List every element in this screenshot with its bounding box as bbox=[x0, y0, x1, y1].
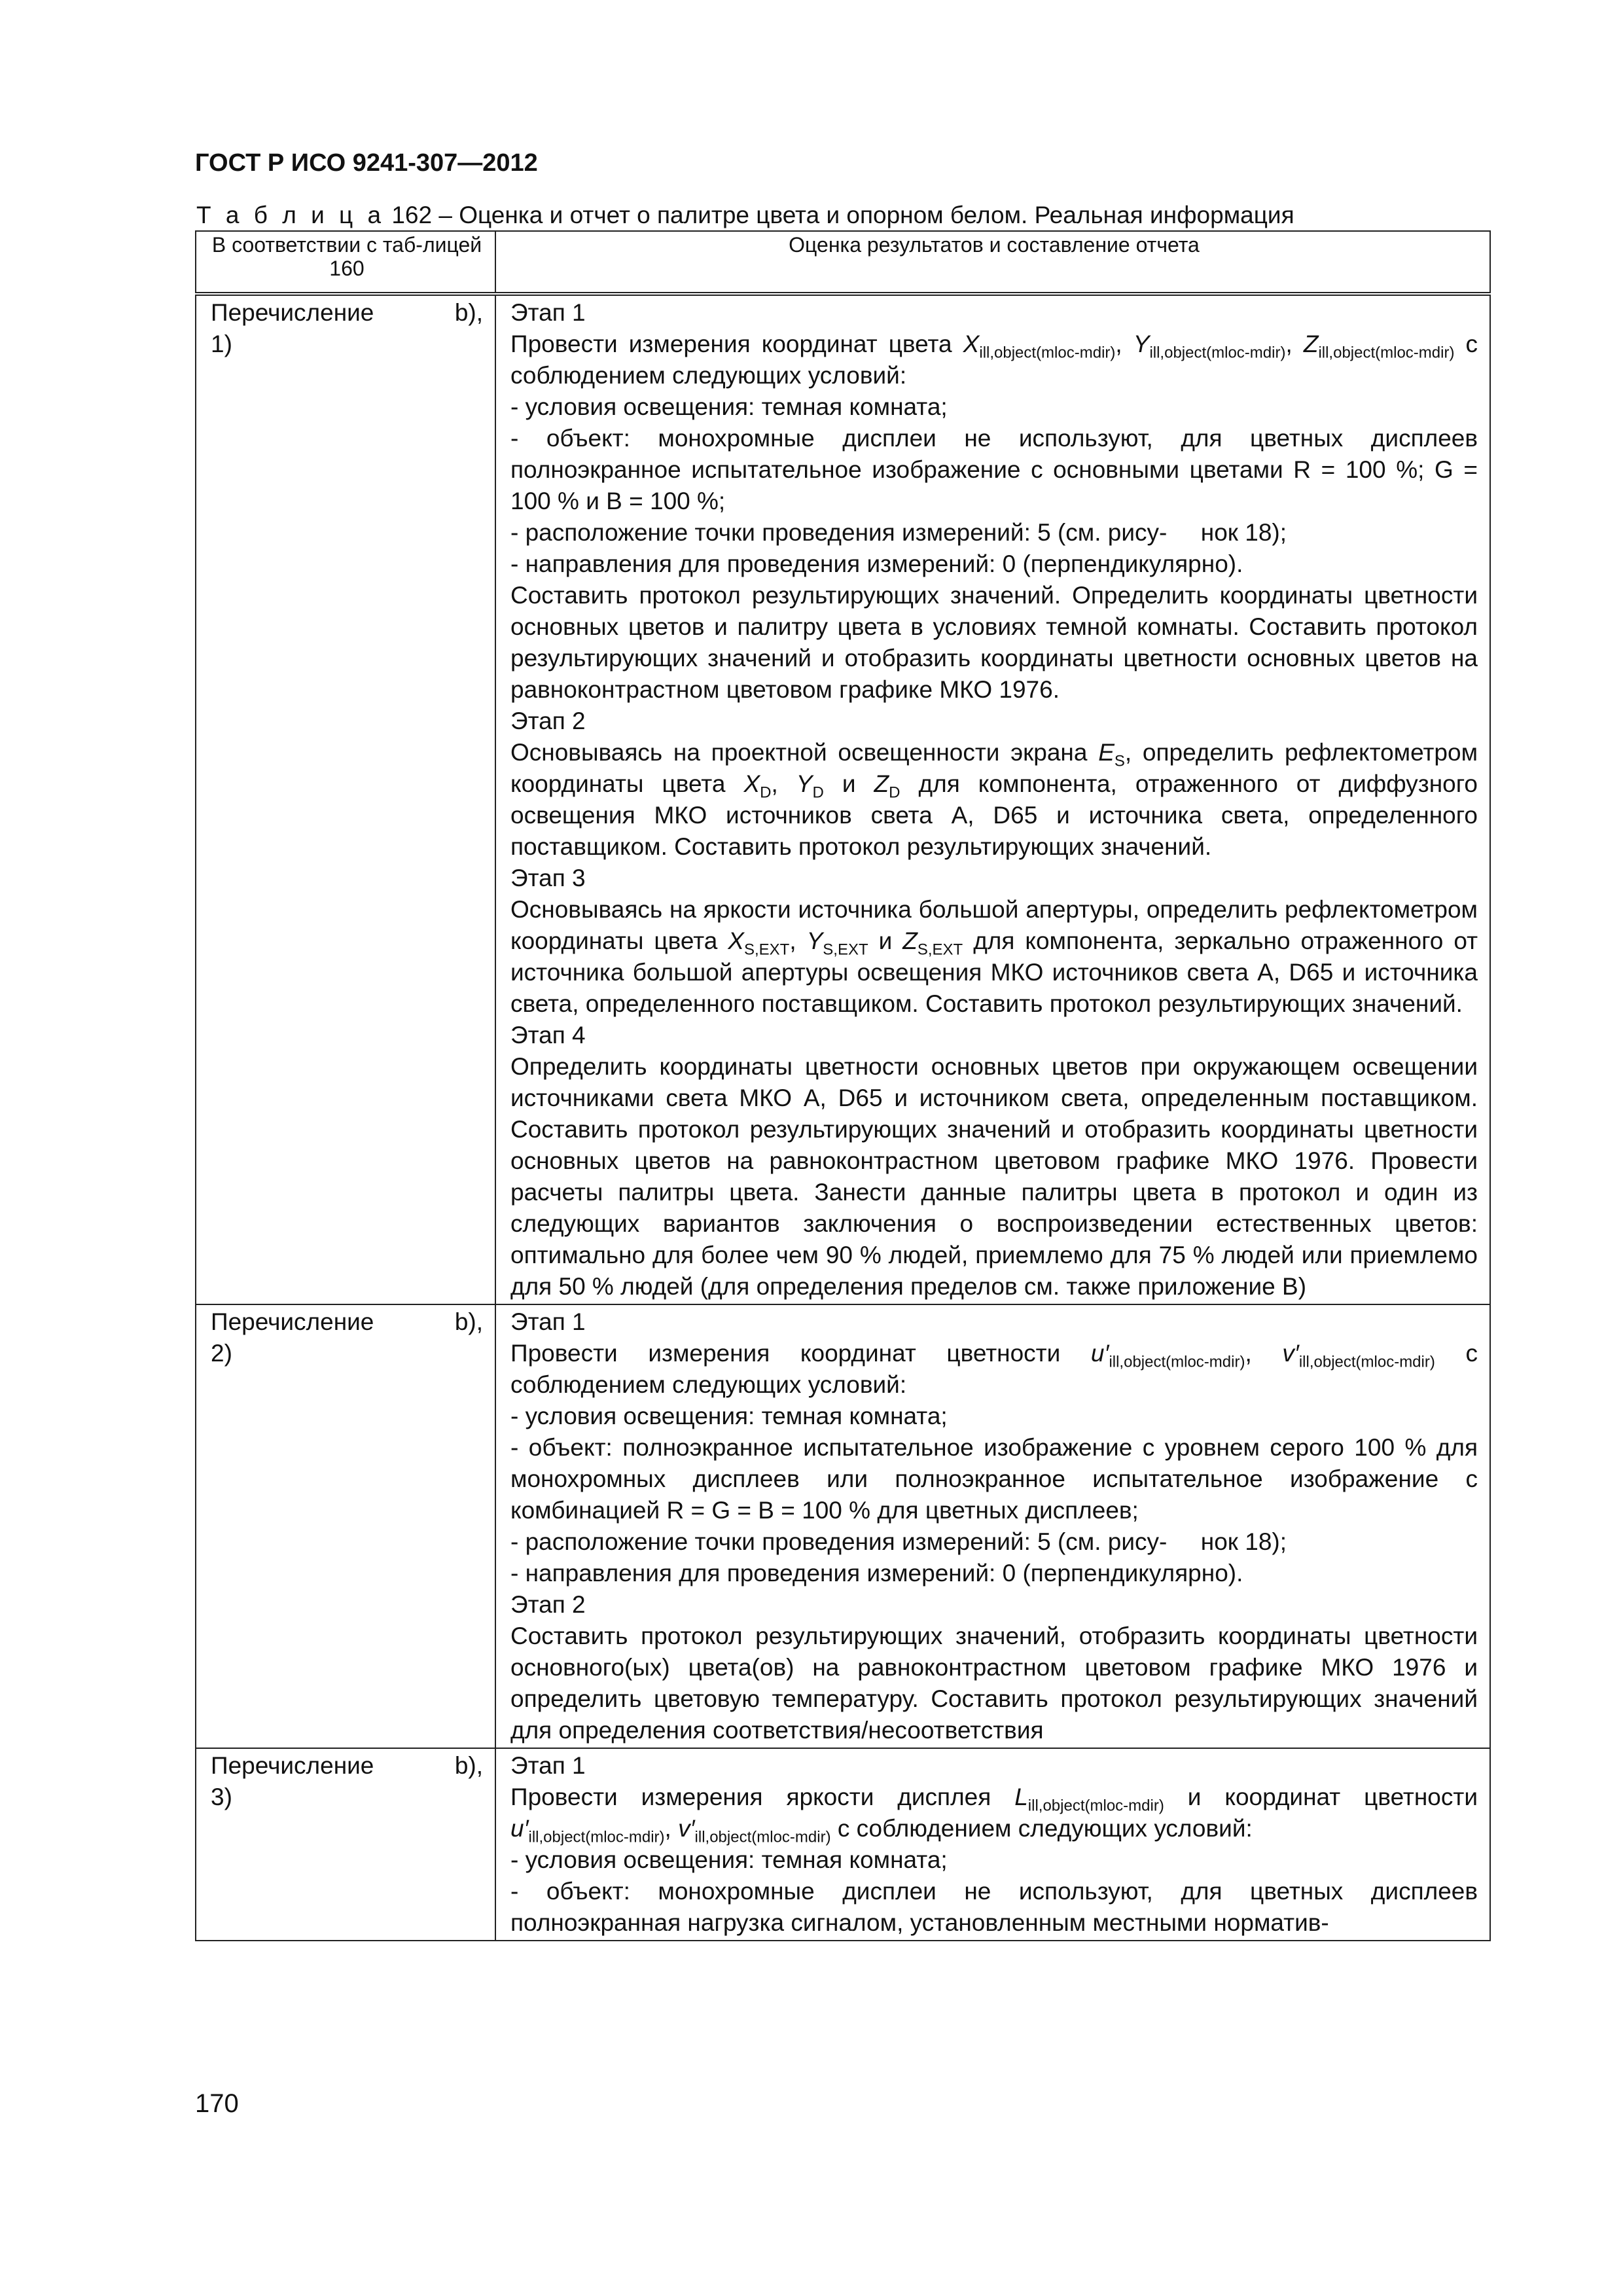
evaluation-table bbox=[195, 230, 1491, 1941]
step-item: - расположение точки проведения измерений: 5 (см. рису- нок 18); bbox=[510, 519, 1287, 546]
reference-cell bbox=[196, 294, 495, 1304]
reference-word: Перечисление bbox=[211, 1752, 374, 1779]
step-item: - объект: полноэкранное испытательное изображение с уровнем серого 100 % для монохромных дисплеев или полноэкранное испытательное изображение с комбинацией R = G = B = 100 % для цветных дисплеев; bbox=[510, 1434, 1478, 1524]
step-item: - расположение точки проведения измерений: 5 (см. рису- нок 18); bbox=[510, 1528, 1287, 1555]
document-standard-id: ГОСТ Р ИСО 9241-307—2012 bbox=[195, 149, 538, 177]
column-header-evaluation: Оценка результатов и составление отчета bbox=[495, 231, 1490, 294]
reference-word: Перечисление bbox=[211, 299, 374, 326]
step-item: - объект: монохромные дисплеи не используют, для цветных дисплеев полноэкранная нагрузка сигналом, установленным местными норматив- bbox=[510, 1878, 1478, 1936]
reference-item: b), bbox=[454, 1308, 483, 1335]
reference-item: b), bbox=[454, 299, 483, 326]
step-title: Этап 1 bbox=[510, 1308, 586, 1335]
table-header-row bbox=[196, 231, 1490, 294]
reference-number: 1) bbox=[211, 331, 232, 357]
step-title: Этап 2 bbox=[510, 708, 586, 734]
reference-cell bbox=[196, 1304, 495, 1748]
table-row bbox=[196, 1748, 1490, 1941]
step-item: - условия освещения: темная комната; bbox=[510, 1846, 948, 1873]
table-caption bbox=[196, 202, 1427, 229]
step-item: Составить протокол результирующих значений. Определить координаты цветности основных цветов и палитру цвета в условиях темной комнаты. Составить протокол результирующих значений и отобразить координаты цветности основных цветов на равноконтрастном цветовом графике МКО 1976. bbox=[510, 582, 1478, 703]
evaluation-cell bbox=[495, 294, 1490, 1304]
step-text: Основываясь на проектной освещенности экрана $E_S$, определить рефлектометром координаты цвета $X_D$, $Y_D$ и $Z_D$ для компонента, отраженного от диффузного освещения МКО источников света A, D65 и источника света, определенного поставщиком. Составить протокол результирующих значений. bbox=[510, 739, 1478, 860]
evaluation-cell bbox=[495, 1748, 1490, 1941]
page-number: 170 bbox=[195, 2089, 239, 2118]
table-caption-prefix: Т а б л и ц а bbox=[196, 202, 385, 228]
step-text: Провести измерения координат цветности $u'_{ill,object(mloc-mdir)}$, $v'_{ill,object(mloc-mdir)}$ с соблюдением следующих условий: bbox=[510, 1340, 1478, 1398]
evaluation-cell bbox=[495, 1304, 1490, 1748]
step-title: Этап 1 bbox=[510, 1752, 586, 1779]
step-item: - направления для проведения измерений: 0 (перпендикулярно). bbox=[510, 1560, 1243, 1587]
table-row bbox=[196, 294, 1490, 1304]
reference-word: Перечисление bbox=[211, 1308, 374, 1335]
table-caption-text: 162 – Оценка и отчет о палитре цвета и опорном белом. Реальная информация bbox=[391, 202, 1294, 228]
reference-item: b), bbox=[454, 1752, 483, 1779]
step-text: Составить протокол результирующих значений, отобразить координаты цветности основного(ых) цвета(ов) на равноконтрастном цветовом графике МКО 1976 и определить цветовую температуру. Составить протокол результирующих значений для определения соответствия/несоответствия bbox=[510, 1623, 1478, 1744]
reference-number: 2) bbox=[211, 1340, 232, 1367]
step-title: Этап 1 bbox=[510, 299, 586, 326]
step-item: - условия освещения: темная комната; bbox=[510, 1403, 948, 1429]
column-header-reference: В соответствии с таб-лицей 160 bbox=[196, 231, 495, 294]
reference-cell bbox=[196, 1748, 495, 1941]
table-row bbox=[196, 1304, 1490, 1748]
step-item: - направления для проведения измерений: 0 (перпендикулярно). bbox=[510, 550, 1243, 577]
reference-number: 3) bbox=[211, 1784, 232, 1810]
step-title: Этап 3 bbox=[510, 865, 586, 891]
step-text: Провести измерения координат цвета $X_{ill,object(mloc-mdir)}$, $Y_{ill,object(mloc-mdir)}$, $Z_{ill,object(mloc-mdir)}$ с соблюдением следующих условий: bbox=[510, 331, 1478, 389]
step-text: Провести измерения яркости дисплея $L_{ill,object(mloc-mdir)}$ и координат цветности $u'_{ill,object(mloc-mdir)}$, $v'_{ill,object(mloc-mdir)}$ с соблюдением следующих условий: bbox=[510, 1784, 1478, 1846]
step-text: Определить координаты цветности основных цветов при окружающем освещении источниками света МКО A, D65 и источником света, определенным поставщиком. Составить протокол результирующих значений и отобразить координаты цветности основных цветов на равноконтрастном цветовом графике МКО 1976. Провести расчеты палитры цвета. Занести данные палитры цвета в протокол и один из следующих вариантов заключения о воспроизведении естественных цветов: оптимально для более чем 90 % людей, приемлемо для 75 % людей или приемлемо для 50 % людей (для определения пределов см. также приложение B) bbox=[510, 1053, 1478, 1300]
step-text: Основываясь на яркости источника большой апертуры, определить рефлектометром координаты цвета $X_{S,EXT}$, $Y_{S,EXT}$ и $Z_{S,EXT}$ для компонента, зеркально отраженного от источника большой апертуры освещения МКО источников света A, D65 и источника света, определенного поставщиком. Составить протокол результирующих значений. bbox=[510, 896, 1478, 1017]
step-title: Этап 4 bbox=[510, 1022, 586, 1049]
step-item: - условия освещения: темная комната; bbox=[510, 393, 948, 420]
step-item: - объект: монохромные дисплеи не используют, для цветных дисплеев полноэкранное испытательное изображение с основными цветами R = 100 %; G = 100 % и B = 100 %; bbox=[510, 425, 1478, 514]
step-title: Этап 2 bbox=[510, 1591, 586, 1618]
